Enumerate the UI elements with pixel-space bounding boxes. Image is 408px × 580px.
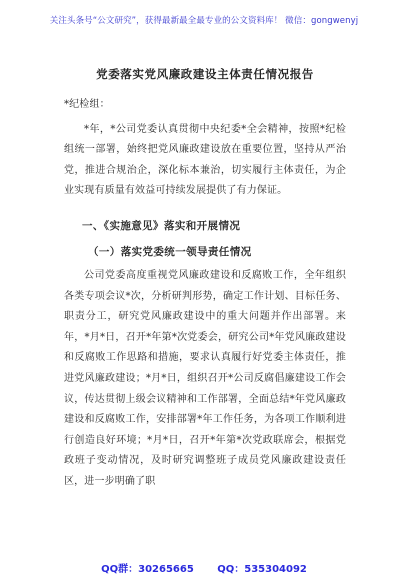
body-paragraph-1: 公司党委高度重视党风廉政建设和反腐败工作，全年组织各类专项会议*次，分析研判形势，确定工作计划、目标任务、职责分工，研究党风廉政建设中的重大问题并作出部署。来年，*月*日，召开*年第*次党委会，研究公司*年党风廉政建设和反腐败工作思路和措施，要求认真履行好党委主体责任，推进党风廉政建设；*月*日，组织召开*公司反腐倡廉建设工作会议，传达贯彻上级会议精神和工作部署，全面总结*年党风廉政建设和反腐败工作，安排部署*年工作任务，为各项工作顺利进行创造良好环境；*月*日，召开*年第*次党政联席会，根据党政班子变动情况，及时研究调整班子成员党风廉政建设责任区，进一步明确了职 [64,269,346,487]
subsection-heading-1: （一）落实党委统一领导责任情况 [88,245,252,258]
contact-footer [0,560,408,575]
section-heading-1: 一、《实施意见》落实和开展情况 [82,219,241,232]
promo-header: 关注头条号“公文研究”，获得最新最全最专业的公文资料库！ 微信：gongwenyj [49,16,359,26]
document-title: 党委落实党风廉政建设主体责任情况报告 [96,67,314,81]
qq-contact-text: QQ：535304092 [217,564,307,575]
document-body [64,66,346,493]
salutation: *纪检组： [64,99,110,110]
intro-paragraph: *年，*公司党委认真贯彻中央纪委*全会精神，按照*纪检组统一部署，始终把党风廉政建设放在重要位置，坚持从严治党，推进合规治企，深化标本兼治，切实履行主体责任，为企业实现有质量有效益可持续发展提供了有力保证。 [64,123,346,197]
qq-group-text: QQ群：30265665 [101,564,194,575]
